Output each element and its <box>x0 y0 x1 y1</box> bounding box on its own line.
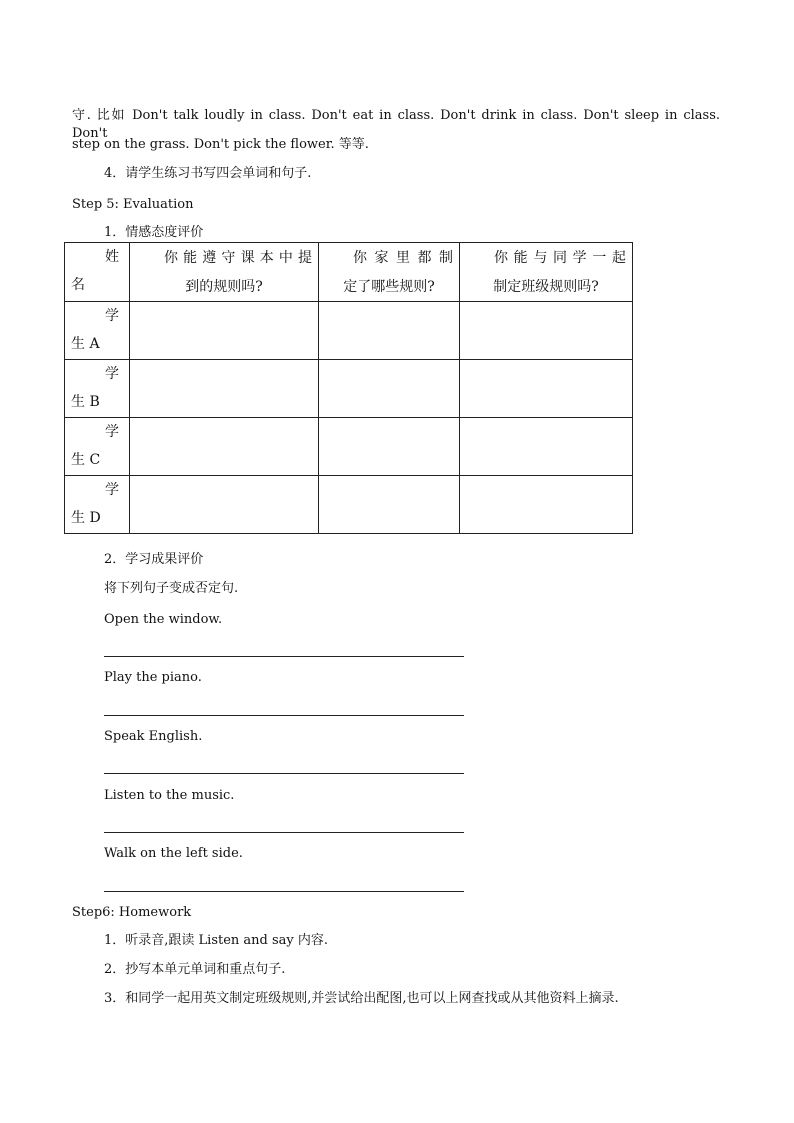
evaluation-table <box>64 242 633 534</box>
table-row <box>65 360 633 418</box>
header-question-1: 你能遵守课本中提 到的规则吗? <box>130 243 319 302</box>
answer-cell[interactable] <box>460 476 633 534</box>
step5-heading: Step 5: Evaluation <box>72 197 194 212</box>
instruction-item: 4．请学生练习书写四会单词和句子. <box>104 166 312 181</box>
header-question-3: 你能与同学一起 制定班级规则吗? <box>460 243 633 302</box>
header-question-2: 你家里都制 定了哪些规则? <box>319 243 460 302</box>
table-row <box>65 476 633 534</box>
answer-cell[interactable] <box>130 302 319 360</box>
answer-line[interactable] <box>104 891 464 892</box>
answer-cell[interactable] <box>130 476 319 534</box>
body-text-line: step on the grass. Don't pick the flower. 等等. <box>72 137 369 152</box>
answer-line[interactable] <box>104 832 464 833</box>
homework-item: 3．和同学一起用英文制定班级规则,并尝试给出配图,也可以上网查找或从其他资料上摘录. <box>104 991 619 1006</box>
answer-cell[interactable] <box>130 360 319 418</box>
answer-line[interactable] <box>104 715 464 716</box>
exercise-sentence: Play the piano. <box>104 670 202 685</box>
body-text-line: 守. 比如 Don't talk loudly in class. Don't eat in class. Don't drink in class. Don't sleep in class. Don't <box>72 108 720 141</box>
exercise-instruction: 将下列句子变成否定句. <box>104 581 239 596</box>
exercise-sentence: Speak English. <box>104 729 203 744</box>
exercise-sentence: Listen to the music. <box>104 788 235 803</box>
homework-item: 2．抄写本单元单词和重点句子. <box>104 962 286 977</box>
student-label: 学 生 D <box>65 476 130 534</box>
table-row <box>65 302 633 360</box>
subsection-title: 2．学习成果评价 <box>104 552 204 567</box>
answer-cell[interactable] <box>319 360 460 418</box>
answer-cell[interactable] <box>319 476 460 534</box>
homework-item: 1．听录音,跟读 Listen and say 内容. <box>104 933 329 948</box>
student-label: 学 生 A <box>65 302 130 360</box>
student-label: 学 生 C <box>65 418 130 476</box>
answer-cell[interactable] <box>460 418 633 476</box>
header-name: 姓 名 <box>65 243 130 302</box>
answer-cell[interactable] <box>460 302 633 360</box>
answer-line[interactable] <box>104 773 464 774</box>
table-header-row <box>65 243 633 302</box>
answer-line[interactable] <box>104 656 464 657</box>
table-row <box>65 418 633 476</box>
answer-cell[interactable] <box>460 360 633 418</box>
step6-heading: Step6: Homework <box>72 905 192 920</box>
exercise-sentence: Walk on the left side. <box>104 846 243 861</box>
answer-cell[interactable] <box>319 302 460 360</box>
subsection-title: 1．情感态度评价 <box>104 225 204 240</box>
student-label: 学 生 B <box>65 360 130 418</box>
exercise-sentence: Open the window. <box>104 612 223 627</box>
answer-cell[interactable] <box>130 418 319 476</box>
answer-cell[interactable] <box>319 418 460 476</box>
